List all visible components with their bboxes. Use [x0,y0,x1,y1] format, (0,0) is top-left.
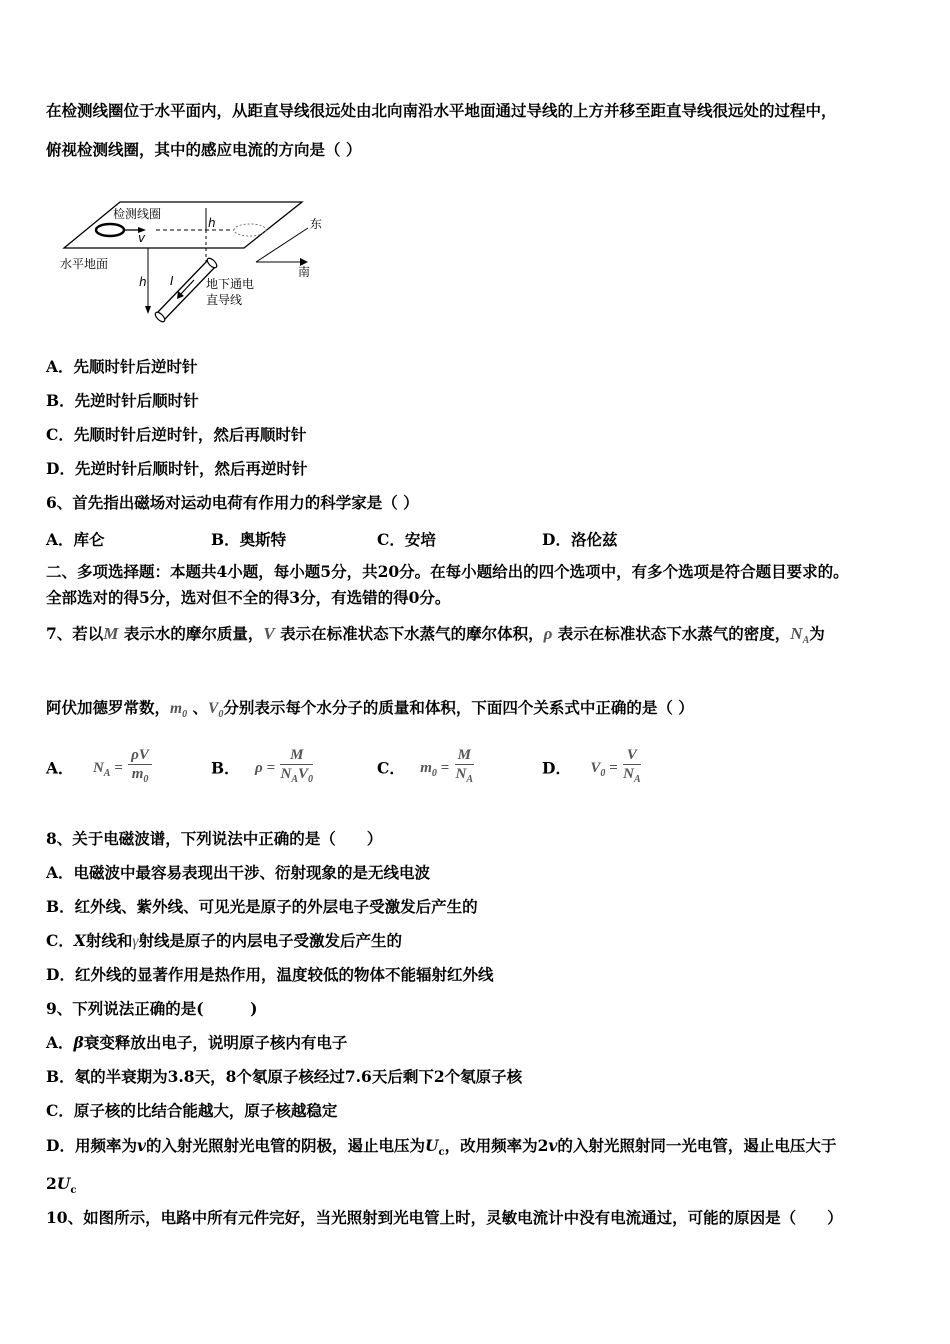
intro-line-2: 俯视检测线圈，其中的感应电流的方向是（ ） [46,140,362,159]
q9-option-b: B．氡的半衰期为3.8天，8个氡原子核经过7.6天后剩下2个氡原子核 [46,1067,523,1086]
v-label: v [138,231,146,245]
q8-option-a: A．电磁波中最容易表现出干涉、衍射现象的是无线电波 [46,863,431,882]
wire-label-2: 直导线 [206,293,243,307]
section2-line-2: 全部选对的得5分，选对但不全的得3分，有选错的得0分。 [46,588,451,607]
current-label: I [170,274,174,288]
q9-option-a: A．β衰变释放出电子，说明原子核内有电子 [46,1033,348,1052]
coil-icon [96,224,124,236]
q7-option-b: B． ρ = $\frac{M}{N_AV_0}$ [211,747,313,785]
q6-option-a: A．库仑 [46,530,105,549]
q8-option-b: B．红外线、紫外线、可见光是原子的外层电子受激发后产生的 [46,897,478,916]
q7-line-1: 7、若以M 表示水的摩尔质量，V 表示在标准状态下水蒸气的摩尔体积，ρ 表示在标准状态下水蒸气的密度，$N_A$为 [46,624,825,647]
q5-option-c: C．先顺时针后逆时针，然后再顺时针 [46,425,307,444]
q7-line-2: 阿伏加德罗常数，$m_0$ 、$V_0$分别表示每个水分子的质量和体积，下面四个关系式中正确的是（ ） [46,698,694,721]
q7-option-d: D． $V_0$ = $\frac{V}{N_A}$ [542,747,641,785]
q6-stem: 6、首先指出磁场对运动电荷有作用力的科学家是（ ） [46,493,419,512]
h-label-top: h [208,216,216,230]
intro-line-1: 在检测线圈位于水平面内，从距直导线很远处由北向南沿水平地面通过导线的上方并移至距直导线很远处的过程中， [46,101,837,120]
q8-stem: 8、关于电磁波谱，下列说法中正确的是（ ） [46,829,383,848]
section2-line-1: 二、多项选择题：本题共4小题，每小题5分，共20分。在每小题给出的四个选项中，有多个选项是符合题目要求的。 [46,562,849,581]
q6-option-b: B．奥斯特 [211,530,287,549]
ground-label: 水平地面 [60,257,109,271]
q10-stem: 10、如图所示，电路中所有元件完好，当光照射到光电管上时，灵敏电流计中没有电流通过，可能的原因是（ ） [46,1208,843,1227]
wire-label-1: 地下通电 [206,277,255,291]
q5-option-a: A．先顺时针后逆时针 [46,357,198,376]
q9-option-d: D．用频率为v的入射光照射光电管的阴极，遏止电压为$U_c$，改用频率为2v的入射光照射同一光电管，遏止电压大于 [46,1136,837,1159]
q8-option-d: D．红外线的显著作用是热作用，温度较低的物体不能辐射红外线 [46,965,494,984]
coil-label: 检测线圈 [113,207,162,221]
south-label: 南 [298,265,311,279]
q7-option-a: A． $N_A$ = $\frac{\rho V}{m_0}$ [46,746,152,789]
q9-option-c: C．原子核的比结合能越大，原子核越稳定 [46,1101,338,1120]
east-label: 东 [310,217,323,231]
q7-option-c: C． $m_0$ = $\frac{M}{N_A}$ [377,747,474,785]
h-label-side: h [139,275,147,289]
q8-option-c: C．X射线和γ射线是原子的内层电子受激发后产生的 [46,931,403,950]
q5-option-b: B．先逆时针后顺时针 [46,391,199,410]
q9-option-d-cont: $2U_c$ [46,1174,77,1197]
q6-option-c: C．安培 [377,530,436,549]
q5-option-d: D．先逆时针后顺时针，然后再逆时针 [46,459,308,478]
q9-stem: 9、下列说法正确的是( ) [46,999,258,1018]
coil-wire-diagram [58,190,348,335]
q6-option-d: D．洛伦兹 [542,530,618,549]
